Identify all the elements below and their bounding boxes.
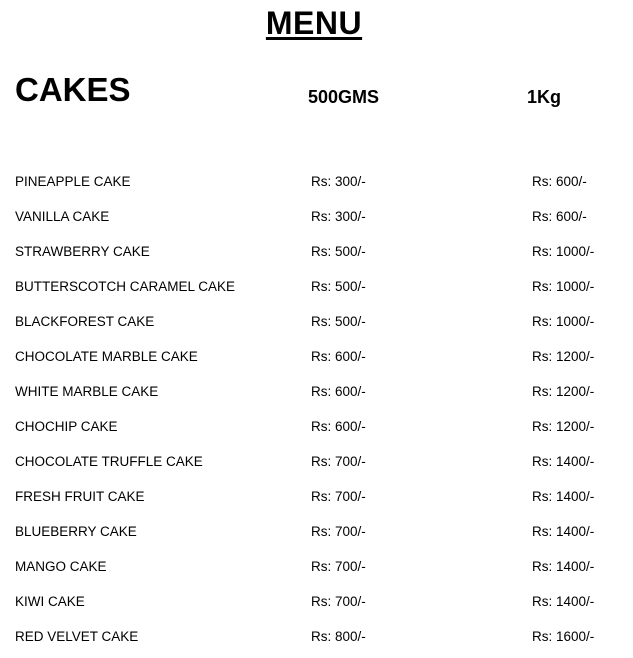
item-price-500g: Rs: 500/- xyxy=(311,244,366,259)
menu-item-row xyxy=(0,413,633,448)
menu-item-row xyxy=(0,518,633,553)
menu-item-row xyxy=(0,273,633,308)
item-price-1kg: Rs: 600/- xyxy=(532,174,587,189)
item-price-500g: Rs: 600/- xyxy=(311,349,366,364)
item-name: BLACKFOREST CAKE xyxy=(15,314,155,329)
item-price-1kg: Rs: 1200/- xyxy=(532,419,595,434)
item-name: RED VELVET CAKE xyxy=(15,629,139,644)
item-price-500g: Rs: 300/- xyxy=(311,174,366,189)
item-price-1kg: Rs: 1000/- xyxy=(532,279,595,294)
item-name: STRAWBERRY CAKE xyxy=(15,244,150,259)
item-price-500g: Rs: 700/- xyxy=(311,454,366,469)
menu-item-row xyxy=(0,168,633,203)
item-name: WHITE MARBLE CAKE xyxy=(15,384,159,399)
menu-item-row xyxy=(0,623,633,658)
menu-item-row xyxy=(0,483,633,518)
item-price-1kg: Rs: 1400/- xyxy=(532,489,595,504)
item-price-1kg: Rs: 1000/- xyxy=(532,314,595,329)
item-name: CHOCOLATE MARBLE CAKE xyxy=(15,349,198,364)
item-price-500g: Rs: 700/- xyxy=(311,489,366,504)
menu-item-row xyxy=(0,553,633,588)
menu-item-row xyxy=(0,308,633,343)
menu-item-row xyxy=(0,238,633,273)
menu-item-row xyxy=(0,343,633,378)
item-price-1kg: Rs: 1000/- xyxy=(532,244,595,259)
item-price-500g: Rs: 500/- xyxy=(311,279,366,294)
menu-item-row xyxy=(0,203,633,238)
item-price-500g: Rs: 800/- xyxy=(311,629,366,644)
item-name: VANILLA CAKE xyxy=(15,209,110,224)
item-price-500g: Rs: 700/- xyxy=(311,594,366,609)
section-title: CAKES xyxy=(15,71,131,108)
column-header-1kg: 1Kg xyxy=(527,87,562,107)
menu-title-text: MENU xyxy=(265,5,363,41)
item-price-1kg: Rs: 1200/- xyxy=(532,384,595,399)
item-name: MANGO CAKE xyxy=(15,559,107,574)
item-price-1kg: Rs: 1600/- xyxy=(532,629,595,644)
item-price-500g: Rs: 500/- xyxy=(311,314,366,329)
item-price-500g: Rs: 600/- xyxy=(311,384,366,399)
item-name: PINEAPPLE CAKE xyxy=(15,174,131,189)
item-name: FRESH FRUIT CAKE xyxy=(15,489,145,504)
item-price-1kg: Rs: 1400/- xyxy=(532,524,595,539)
column-header-500g: 500GMS xyxy=(308,87,380,107)
item-price-500g: Rs: 700/- xyxy=(311,524,366,539)
item-price-1kg: Rs: 1200/- xyxy=(532,349,595,364)
item-name: BLUEBERRY CAKE xyxy=(15,524,137,539)
item-name: KIWI CAKE xyxy=(15,594,85,609)
item-price-1kg: Rs: 1400/- xyxy=(532,559,595,574)
menu-item-row xyxy=(0,588,633,623)
item-price-500g: Rs: 700/- xyxy=(311,559,366,574)
item-price-1kg: Rs: 600/- xyxy=(532,209,587,224)
item-name: CHOCOLATE TRUFFLE CAKE xyxy=(15,454,203,469)
item-name: BUTTERSCOTCH CARAMEL CAKE xyxy=(15,279,236,294)
item-price-500g: Rs: 600/- xyxy=(311,419,366,434)
item-price-1kg: Rs: 1400/- xyxy=(532,454,595,469)
page-title xyxy=(0,4,628,42)
menu-item-row xyxy=(0,448,633,483)
item-price-1kg: Rs: 1400/- xyxy=(532,594,595,609)
menu-items-list xyxy=(0,168,633,658)
menu-item-row xyxy=(0,378,633,413)
item-price-500g: Rs: 300/- xyxy=(311,209,366,224)
item-name: CHOCHIP CAKE xyxy=(15,419,118,434)
